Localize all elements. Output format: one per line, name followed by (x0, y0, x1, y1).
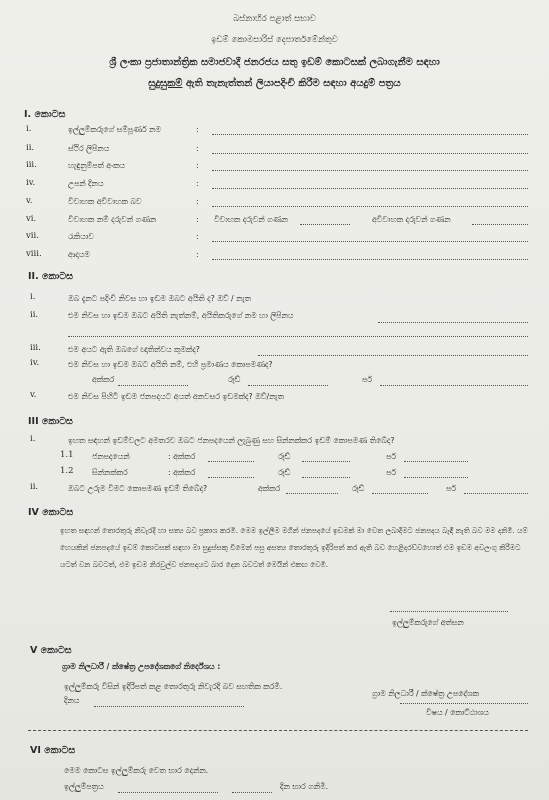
s6-form-field[interactable] (118, 792, 218, 793)
s3-row2-acres-label: අක්කර (258, 484, 281, 493)
s4-signature-field[interactable] (390, 611, 508, 612)
s1-row-colon: : (196, 250, 199, 259)
header-underlined-word: සුදුසුකම් (148, 78, 183, 89)
s1-row-colon: : (196, 215, 199, 224)
s1-unmarried-children-field[interactable] (472, 224, 528, 225)
section-4-title: IV කොටස (28, 507, 74, 518)
s1-row-colon: : (196, 161, 199, 170)
s1-row-colon: : (196, 179, 199, 188)
s1-row-field[interactable] (212, 170, 528, 171)
s3-row2-perches-label: පර් (446, 484, 456, 493)
s3-sub2-perches-label: පර් (386, 468, 396, 477)
s3-row2-perches-field[interactable] (464, 493, 528, 494)
section-2-title: II. කොටස (28, 271, 73, 282)
s1-row-field[interactable] (212, 206, 528, 207)
s3-sub2-label: සින්නක්කර (92, 468, 128, 477)
s2-row4-label: එම නිවස හා ඉඩම ඔබට අයිති නම්, එහි ප්‍රමාණය කොපමණද? (68, 360, 273, 369)
s3-sub1-acres-field[interactable] (208, 461, 254, 462)
s1-row-label: ස්ථිර ලිපිනය (68, 144, 110, 153)
s3-sub2-acres-field[interactable] (208, 477, 254, 478)
s3-sub1-perches-field[interactable] (404, 461, 468, 462)
s3-row1-label: ඉහත සඳහන් ඉඩම්වලට අමතරව ඔබට ජනපදයෙන් ලැබුණු සහ සින්නක්කර ඉඩම් කොපමණ තිබේද? (68, 436, 395, 445)
s3-row2-roods-field[interactable] (372, 493, 428, 494)
s5-cut-line (28, 730, 528, 731)
s2-perches-label: පර් (362, 375, 372, 384)
s1-married-children-field[interactable] (300, 224, 350, 225)
section-3-title: III කොටස (28, 416, 73, 427)
s2-owner-field[interactable] (378, 322, 528, 323)
s3-sub2-num: 1.2 (60, 466, 74, 476)
s1-row-label: ඉල්ලුම්කරුගේ සම්පූර්ණ නම (68, 125, 161, 134)
header-title-rest: ඇති තැනැත්තන් ලියාපදිංචි කිරීම සඳහා අයදුම් පත්‍රය (182, 78, 401, 89)
s5-certify-line: ඉල්ලුම්කරු විසින් ඉදිරිපත් කළ තොරතුරු නිවැරදි බව සහතික කරමි. (64, 682, 283, 691)
header-council: බස්නාහිර පළාත් සභාව (233, 14, 316, 24)
s3-sub1-roods-label: රූඩ් (278, 452, 291, 461)
s6-line2-end: දින භාර ගනිමි. (280, 782, 329, 791)
s2-row3-label: එම අයට ඇති ඔබගේ ඥාතිත්වය කුමක්ද? (68, 345, 200, 354)
s1-row-field[interactable] (212, 241, 528, 242)
s1-row-colon: : (196, 232, 199, 241)
s5-officer-label: ග්‍රාම නිලධාරී / ක්ෂේත්‍ර උපදේශක (372, 689, 479, 698)
s2-row2-label: එම නිවස හා ඉඩම ඔබට අයිති නැත්නම්, අයිතිකරුගේ නම හා ලිපිනය (68, 311, 294, 320)
s3-sub1-num: 1.1 (60, 450, 74, 460)
s3-sub1-roods-field[interactable] (302, 461, 350, 462)
s1-row-field[interactable] (212, 134, 528, 135)
header-department: ඉඩම් කොමසාරිස් දෙපාර්තමේන්තුව (211, 35, 338, 45)
s3-sub1-perches-label: පර් (386, 452, 396, 461)
section-5-title: V කොටස (30, 645, 72, 656)
s2-roods-field[interactable] (248, 385, 328, 386)
s2-roods-label: රූඩ් (228, 375, 241, 384)
s3-sub1-label: ජනපදයෙන් (92, 452, 130, 461)
s2-row1-num: i. (30, 292, 36, 302)
s1-row-colon: : (196, 125, 199, 134)
s1-married-children-label: විවාහක දරුවන් ගණන (214, 215, 288, 224)
s2-owner-field-2[interactable] (68, 336, 528, 337)
s1-row-label: විවාහක නම් දරුවන් ගණන (68, 215, 157, 224)
s1-row-num: vi. (26, 214, 37, 224)
s1-row-num: iv. (26, 178, 36, 188)
s3-row2-roods-label: රූඩ් (352, 484, 365, 493)
s1-row-num: i. (26, 124, 32, 134)
s3-row2-acres-field[interactable] (286, 493, 338, 494)
s1-row-num: viii. (26, 249, 42, 259)
s1-row-label: විවාහක අවිවාහක බව (68, 197, 142, 206)
s5-date-label: දිනය (64, 696, 80, 705)
s5-division-field[interactable] (400, 703, 528, 704)
s1-row-field[interactable] (212, 153, 528, 154)
s2-acres-field[interactable] (118, 385, 188, 386)
s5-heading: ග්‍රාම නිලධාරී / ක්ෂේත්‍ර උපදේශකගේ නිර්දේශය : (62, 662, 221, 671)
s1-row-field[interactable] (212, 188, 528, 189)
s2-perches-field[interactable] (380, 385, 528, 386)
s1-row-num: v. (26, 196, 33, 206)
section-1-title: I. කොටස (24, 109, 66, 120)
s2-row1-label: ඔබ දැනට පදිංචි නිවස හා ඉඩම ඔබට අයිති ද? ඔව් / නැත (68, 294, 251, 303)
s1-row-label: ආදායම (68, 250, 90, 259)
s3-sub2-roods-label: රූඩ් (278, 468, 291, 477)
s3-sub2-roods-field[interactable] (302, 477, 350, 478)
s3-sub2-perches-field[interactable] (404, 477, 468, 478)
s3-sub1-acres-label: : අක්කර (168, 452, 196, 461)
s1-unmarried-children-label: අවිවාහක දරුවන් ගණන (372, 215, 451, 224)
s2-row2-num: ii. (30, 310, 39, 320)
s2-relation-field[interactable] (258, 355, 528, 356)
s2-acres-label: අක්කර (92, 375, 115, 384)
s1-row-label: රැකියාව (68, 232, 94, 241)
s6-line2-start: ඉල්ලුම්පත්‍රය (64, 782, 104, 791)
s1-row-colon: : (196, 197, 199, 206)
s2-row5-num: v. (30, 390, 37, 400)
header-title-line1: ශ්‍රී ලංකා ප්‍රජාතාන්ත්‍රික සමාජවාදී ජනරජය සතු ඉඩම් කොටසක් ලබාගැනීම සඳහා (109, 57, 440, 68)
s2-row5-label: එම නිවස පිහිටි ඉඩම ජනපදයට අයත් අනවසර ඉඩමක්ද? ඔව්/නැත (68, 392, 284, 401)
s5-date-field[interactable] (94, 706, 244, 707)
section-6-title: VI කොටස (30, 745, 76, 756)
s1-row-colon: : (196, 144, 199, 153)
s2-row4-num: iv. (30, 358, 40, 368)
s1-row-field[interactable] (212, 259, 528, 260)
header-title-line2 (0, 78, 549, 89)
s5-division-label: විෂය / කොට්ඨාශය (426, 708, 489, 717)
s3-sub2-acres-label: : අක්කර (168, 468, 196, 477)
s3-row1-num: i. (30, 434, 36, 444)
s6-date-field[interactable] (232, 792, 272, 793)
s3-row2-label: ඔබට උරුම විමට කොපමණ ඉඩම් තිබේද? (68, 484, 208, 493)
s1-row-num: vii. (26, 231, 39, 241)
s4-declaration: ඉහත සඳහන් තොරතුරු නිවැරදි හා සත්‍ය බව ප්‍රකාශ කරමි. මෙම ඉල්ලීම මගින් ජනපදයේ ඉඩමක් මා වෙත ලබාදීමට ජනපදය බැඳී නැති බව මම දනිමි. යම් හෙයකින් ජනපදයේ ඉඩම් කොටසක් සඳහා මා සුදුස්සකු වීමෙන් පසු අසත්‍ය තොරතුරු ඉදිරිපත් කර ඇති බව හෙළිදරව්වහොත් එම ඉඩම අවලංගු කිරීමට යටත් වන බවටත්, එම ඉඩම නිරවුල්ව ජනපදයට බාර දෙන බවටත් මෙයින් එකඟ වෙමි. (60, 526, 528, 569)
s4-signature-label: ඉල්ලුම්කරුගේ අත්සන (392, 618, 464, 627)
s3-row2-num: ii. (30, 482, 39, 492)
s1-row-num: ii. (26, 143, 35, 153)
s6-line1: මෙම කොටස ඉල්ලුම්කරු වෙත භාර දෙන්න. (64, 766, 209, 775)
s2-row3-num: iii. (30, 343, 41, 353)
s1-row-num: iii. (26, 160, 37, 170)
s1-row-label: උපන් දිනය (68, 179, 104, 188)
s1-row-label: හැඳුනුම්පත් අංකය (68, 161, 126, 170)
